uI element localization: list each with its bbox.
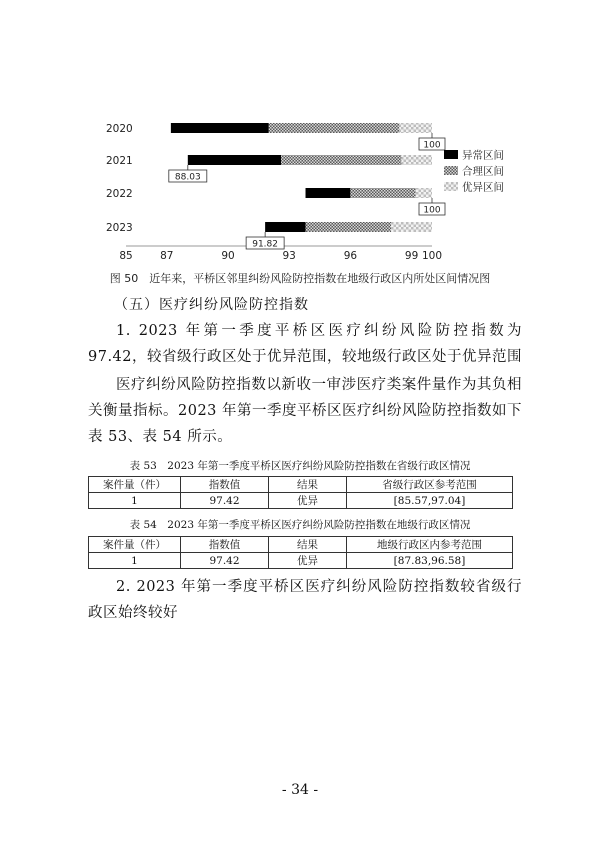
table-cell: [85.57,97.04] <box>347 493 513 509</box>
table-row <box>89 493 513 509</box>
header-cell: 省级行政区参考范围 <box>347 477 513 493</box>
table-54 <box>88 536 513 569</box>
table-header-row <box>89 477 513 493</box>
header-cell: 结果 <box>269 537 347 553</box>
legend-label: 异常区间 <box>462 149 504 162</box>
bar-1-2020 <box>269 123 400 133</box>
table-cell: 优异 <box>269 493 347 509</box>
annotation-label: 88.03 <box>174 172 201 183</box>
header-cell: 地级行政区内参考范围 <box>347 537 513 553</box>
table-cell: [87.83,96.58] <box>347 553 513 569</box>
annotation-label: 100 <box>423 140 441 151</box>
header-cell: 案件量（件） <box>89 537 181 553</box>
header-cell: 结果 <box>269 477 347 493</box>
legend-swatch <box>444 150 458 159</box>
bar-2-2023 <box>391 222 432 232</box>
annotation-2022 <box>419 198 445 216</box>
legend-swatch <box>444 166 458 175</box>
legend-swatch <box>444 182 458 191</box>
x-tick-label: 96 <box>343 250 358 262</box>
table-53 <box>88 476 513 509</box>
legend-label: 优异区间 <box>462 181 504 194</box>
table-cell: 1 <box>89 493 181 509</box>
bar-0-2021 <box>188 155 281 165</box>
page-number: - 34 - <box>281 782 319 798</box>
x-tick-label: 99 <box>404 250 419 262</box>
header-cell: 指数值 <box>181 537 269 553</box>
table-cell: 1 <box>89 553 181 569</box>
bar-0-2023 <box>265 222 305 232</box>
table-54-caption: 表 54 2023 年第一季度平桥区医疗纠纷风险防控指数在地级行政区情况 <box>129 519 471 531</box>
bar-2-2021 <box>401 155 432 165</box>
annotation-label: 100 <box>423 205 441 216</box>
table-53-caption: 表 53 2023 年第一季度平桥区医疗纠纷风险防控指数在省级行政区情况 <box>129 460 471 472</box>
x-tick-label: 87 <box>160 250 174 262</box>
table-header-row <box>89 537 513 553</box>
header-cell: 案件量（件） <box>89 477 181 493</box>
bar-1-2021 <box>281 155 401 165</box>
bar-2-2022 <box>416 188 432 198</box>
x-tick-label: 85 <box>119 250 133 262</box>
category-label: 2020 <box>106 123 133 135</box>
legend-label: 合理区间 <box>462 165 504 178</box>
x-tick-label: 93 <box>282 250 296 262</box>
bar-1-2022 <box>350 188 415 198</box>
annotation-label: 91.82 <box>252 239 279 250</box>
bar-0-2022 <box>306 188 351 198</box>
table-cell: 优异 <box>269 553 347 569</box>
figure-caption: 图 50 近年来，平桥区邻里纠纷风险防控指数在地级行政区内所处区间情况图 <box>109 272 491 285</box>
interval-chart <box>96 112 516 262</box>
annotation-2020 <box>419 133 445 151</box>
table-row <box>89 553 513 569</box>
header-cell: 指数值 <box>181 477 269 493</box>
annotation-2021 <box>169 165 207 183</box>
category-label: 2021 <box>106 155 133 167</box>
table-cell: 97.42 <box>181 553 269 569</box>
x-tick-label: 100 <box>421 250 443 262</box>
x-tick-label: 90 <box>221 250 235 262</box>
table-cell: 97.42 <box>181 493 269 509</box>
category-label: 2022 <box>106 188 133 200</box>
paragraph-3: 2. 2023 年第一季度平桥区医疗纠纷风险防控指数较省级行政区始终较好 <box>88 579 522 621</box>
section-heading: （五）医疗纠纷风险防控指数 <box>114 297 309 313</box>
annotation-2023 <box>246 232 284 250</box>
bar-1-2023 <box>306 222 392 232</box>
bar-0-2020 <box>171 123 269 133</box>
paragraph-1: 1. 2023 年第一季度平桥区医疗纠纷风险防控指数为 97.42，较省级行政区处于优异范围，较地级行政区处于优异范围 <box>88 323 523 365</box>
category-label: 2023 <box>106 222 133 234</box>
bar-2-2020 <box>399 123 432 133</box>
paragraph-2: 医疗纠纷风险防控指数以新收一审涉医疗类案件量作为其负相关衡量指标。2023 年第一季度平桥区医疗纠纷风险防控指数如下表 53、表 54 所示。 <box>88 377 523 445</box>
